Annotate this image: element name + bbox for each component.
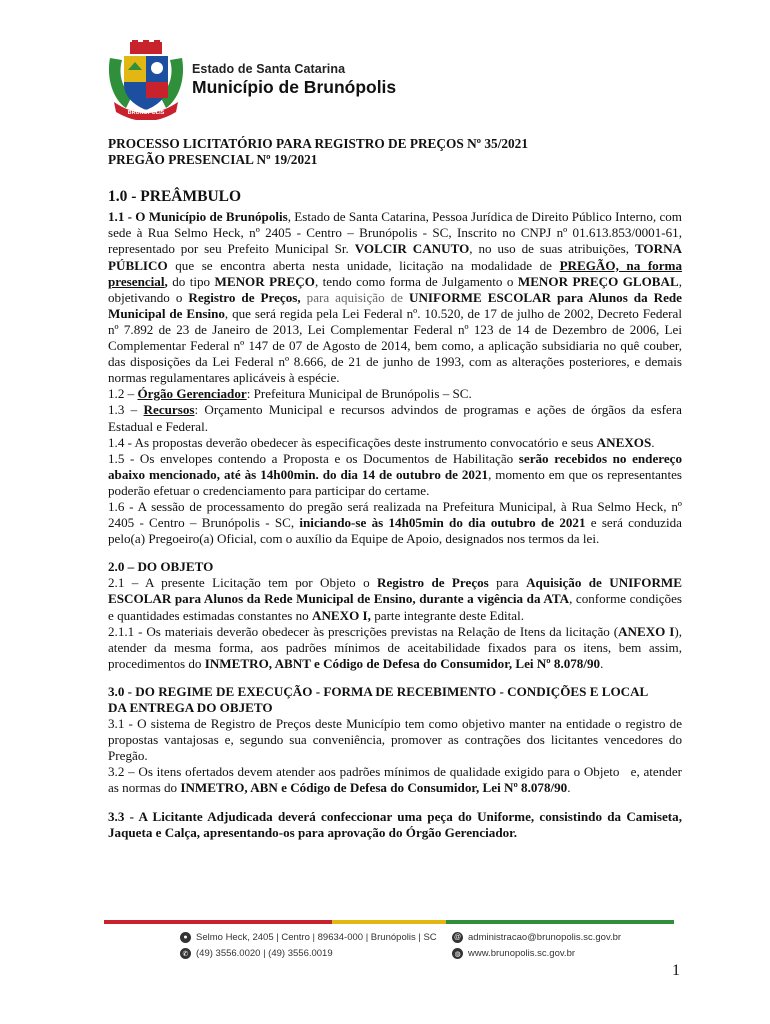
municipal-coat-of-arms-logo [104, 40, 188, 120]
globe-icon: ◍ [452, 948, 463, 959]
paragraph-1-5: 1.5 - Os envelopes contendo a Proposta e os Documentos de Habilitação serão recebidos no endereço abaixo mencionado, até às 14h00min. do dia 14 de outubro de 2021, momento em que os representantes poderão efetuar o credenciamento para participar do certame. [108, 450, 682, 498]
paragraph-3-2: 3.2 – Os itens ofertados devem atender aos padrões mínimos de qualidade exigido para o Objeto e, atender as normas do INMETRO, ABN e Código de Defesa do Consumidor, Lei Nº 8.078/90. [108, 764, 682, 796]
location-pin-icon: ● [180, 932, 191, 943]
svg-text:BRUNÓPOLIS: BRUNÓPOLIS [127, 110, 165, 116]
paragraph-3-3: 3.3 - A Licitante Adjudicada deverá confeccionar uma peça do Uniforme, consistindo da Camiseta, Jaqueta e Calça, apresentando-os para aprovação do Órgão Gerenciador. [108, 808, 682, 840]
auction-title: PREGÃO PRESENCIAL Nº 19/2021 [108, 152, 318, 168]
paragraph-1-2: 1.2 – Órgão Gerenciador: Prefeitura Municipal de Brunópolis – SC. [108, 386, 472, 402]
footer-color-bar [104, 920, 674, 924]
email-icon: @ [453, 934, 462, 941]
paragraph-2-1: 2.1 – A presente Licitação tem por Objeto o Registro de Preços para Aquisição de UNIFORME ESCOLAR para Alunos da Rede Municipal de Ensino, durante a vigência da ATA, conforme condições e quantidades estimadas constantes no ANEXO I, parte integrante deste Edital. [108, 575, 682, 623]
phone-icon: ✆ [180, 948, 191, 959]
footer-email[interactable]: @ administracao@brunopolis.sc.gov.br [453, 932, 622, 943]
document-body [108, 136, 682, 841]
footer-phones: ✆ (49) 3556.0020 | (49) 3556.0019 [180, 948, 333, 959]
paragraph-2-1-1: 2.1.1 - Os materiais deverão obedecer às prescrições previstas na Relação de Itens da licitação (ANEXO I), atender da mesma forma, aos padrões mínimos de aceitabilidade fixados para os itens, bem assim, procedimentos do INMETRO, ABNT e Código de Defesa do Consumidor, Lei Nº 8.078/90. [108, 623, 682, 671]
process-title: PROCESSO LICITATÓRIO PARA REGISTRO DE PREÇOS Nº 35/2021 [108, 136, 528, 151]
section-3-heading: 3.0 - DO REGIME DE EXECUÇÃO - FORMA DE RECEBIMENTO - CONDIÇÕES E LOCAL DA ENTREGA DO OBJETO [108, 683, 649, 715]
page-number: 1 [672, 962, 680, 979]
paragraph-1-4: 1.4 - As propostas deverão obedecer às especificações deste instrumento convocatório e seus ANEXOS. [108, 434, 655, 450]
letterhead [104, 40, 504, 120]
section-1-heading: 1.0 - PREÂMBULO [108, 188, 242, 206]
paragraph-1-6: 1.6 - A sessão de processamento do pregão será realizada na Prefeitura Municipal, à Rua Selmo Heck, nº 2405 - Centro – Brunópolis - SC, iniciando-se às 14h05min do dia outubro de 2021 e será conduzida pelo(a) Pregoeiro(a) Oficial, com o auxílio da Equipe de Apoio, designados nos termos da lei. [108, 498, 682, 547]
footer-contacts [180, 932, 650, 966]
section-2-heading: 2.0 – DO OBJETO [108, 559, 214, 575]
paragraph-3-1: 3.1 - O sistema de Registro de Preços deste Município tem como objetivo manter na entidade o registro de propostas vantajosas e, segundo sua conveniência, promover as contrações dos licitantes vencedores do Pregão. [108, 716, 682, 764]
footer-website[interactable]: ◍ www.brunopolis.sc.gov.br [452, 948, 575, 959]
paragraph-1-3: 1.3 – Recursos: Orçamento Municipal e recursos advindos de programas e ações de órgãos da esfera Estadual e Federal. [108, 402, 682, 434]
municipality-name: Município de Brunópolis [192, 77, 397, 97]
footer-address: ● Selmo Heck, 2405 | Centro | 89634-000 | Brunópolis | SC [180, 932, 437, 943]
state-name: Estado de Santa Catarina [192, 62, 346, 76]
paragraph-1-1: 1.1 - O Município de Brunópolis, Estado de Santa Catarina, Pessoa Jurídica de Direito Público Interno, com sede à Rua Selmo Heck, nº 2405 - Centro – Brunópolis - SC, Inscrito no CNPJ nº 01.613.853/0001-61, representado por seu Prefeito Municipal Sr. VOLCIR CANUTO, no uso de suas atribuições, TORNA PÚBLICO que se encontra aberta nesta unidade, licitação na modalidade de PREGÃO, na forma presencial, do tipo MENOR PREÇO, tendo como forma de Julgamento o MENOR PREÇO GLOBAL, objetivando o Registro de Preços, para aquisição de UNIFORME ESCOLAR para Alunos da Rede Municipal de Ensino, que será regida pela Lei Federal nº. 10.520, de 17 de julho de 2002, Decreto Federal nº 7.892 de 23 de Janeiro de 2013, Lei Complementar Federal nº 123 de 14 de Dezembro de 2006, Lei Complementar Federal nº 147 de 07 de Agosto de 2014, bem como, a aplicação subsidiaria no quê couber, das disposições da Lei Federal nº 8.666, de 21 de junho de 1993, com as alterações posteriores, e demais normas regulamentares aplicáveis à espécie. [108, 209, 682, 386]
